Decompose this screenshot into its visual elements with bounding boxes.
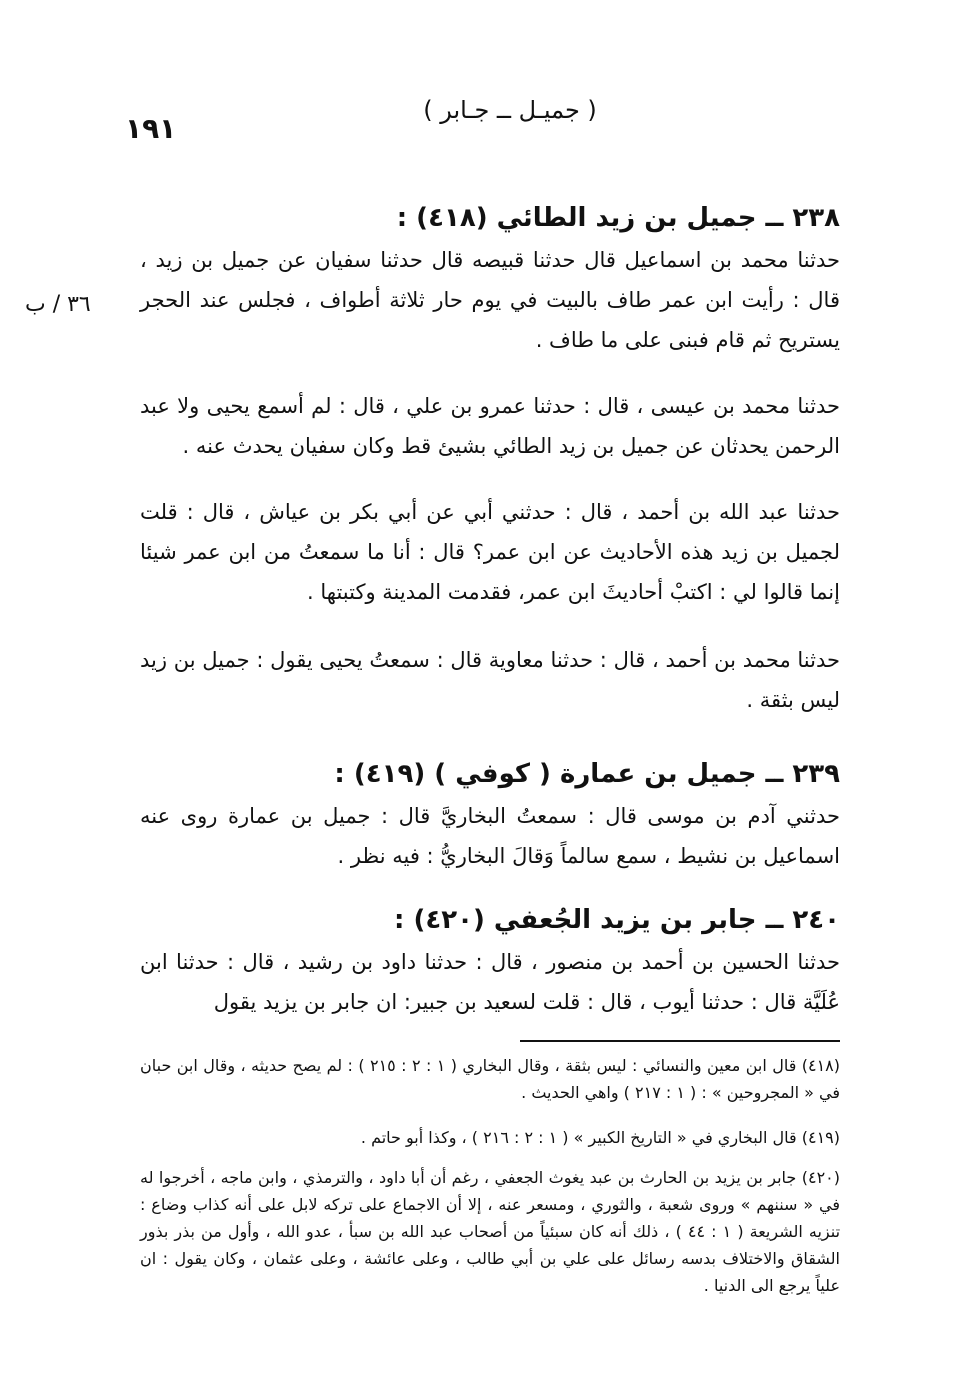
entry-paragraph: حدثنا محمد بن اسماعيل قال حدثنا قبيصه قال حدثنا سفيان عن جميل بن زيد ، قال : رأيت ابن عمر طاف بالبيت في يوم حار ثلاثة أطواف ، فجلس عند الحجر يستريح ثم قام فبنى على ما طاف . (140, 248, 840, 352)
entry-239 (140, 752, 840, 876)
footnote: (٤١٩) قال البخاري في « التاريخ الكبير » ( ١ : ٢ : ٢١٦ ) ، وكذا أبو حاتم . (360, 1128, 840, 1147)
entry-paragraph: حدثنا الحسين بن أحمد بن منصور ، قال : حدثنا داود بن رشيد ، قال : حدثنا ابن عُلَيَّة قال : حدثنا أيوب ، قال : قلت لسعيد بن جبير: ان جابر بن يزيد يقول (140, 950, 840, 1014)
running-header: ( جميـل ــ جـابر ) (423, 96, 597, 124)
footnote: (٤٢٠) جابر بن يزيد بن الحارث بن عبد يغوث الجعفي ، رغم أن أبا داود ، والترمذي ، وابن ماجه ، أخرجوا له في « سننهم » وروى شعبة ، والثوري ، ومسعر عنه ، إلا أن الاجماع على تركه لابل على أنه كذاب وضاع : تنزيه الشريعة ( ١ : ٤٤ ) ، ذلك أنه كان سبئياً من أصحاب عبد الله بن سبأ ، عدو الله ، وأول من بذر بذور الشقاق والاختلاف بدسه رسائل على علي بن أبي طالب ، وعلى عائشة ، وعلى عثمان ، وكان يقول : ان علياً يرجع الى الدنيا . (140, 1168, 841, 1295)
entry-238-paragraph-4 (140, 640, 840, 720)
entry-240 (140, 898, 840, 1022)
footnote: (٤١٨) قال ابن معين والنسائي : ليس بثقة ، وقال البخاري ( ١ : ٢ : ٢١٥ ) : لم يصح حديثه ، وقال ابن حبان في « المجروحين » : ( ١ : ٢١٧ ) واهي الحديث . (140, 1056, 841, 1102)
entry-238-paragraph-3 (140, 492, 840, 612)
margin-note: ٣٦ / ب (25, 292, 91, 317)
page-number: ١٩١ (125, 112, 177, 145)
entry-238 (140, 196, 840, 360)
entry-paragraph: حدثني آدم بن موسى قال : سمعتُ البخاريَّ قال : جميل بن عمارة روى عنه اسماعيل بن نشيط ، سمع سالماً وَقالَ البخاريُّ : فيه نظر . (140, 804, 840, 868)
entry-paragraph: حدثنا محمد بن عيسى ، قال : حدثنا عمرو بن علي ، قال : لم أسمع يحيى ولا عبد الرحمن يحدثان عن جميل بن زيد الطائي بشيئ قط وكان سفيان يحدث عنه . (140, 394, 840, 458)
entry-paragraph: حدثنا محمد بن أحمد ، قال : حدثنا معاوية قال : سمعتُ يحيى يقول : جميل بن زيد ليس بثقة . (140, 648, 840, 712)
entry-title: ٢٣٨ ــ جميل بن زيد الطائي (٤١٨) : (396, 203, 840, 233)
footnote-rule (520, 1040, 840, 1042)
entry-title: ٢٤٠ ــ جابر بن يزيد الجُعفي (٤٢٠) : (394, 905, 840, 935)
entry-238-paragraph-2 (140, 386, 840, 466)
entry-paragraph: حدثنا عبد الله بن أحمد ، قال : حدثني أبي عن أبي بكر بن عياش ، قال : قلت لجميل بن زيد هذه الأحاديث عن ابن عمر؟ قال : أنا ما سمعتُ من ابن عمر شيئا إنما قالوا لي : اكتبْ أحاديثَ ابن عمر، فقدمت المدينة وكتبتها . (140, 500, 840, 604)
entry-title: ٢٣٩ ــ جميل بن عمارة ( كوفي ) (٤١٩) : (334, 759, 840, 789)
